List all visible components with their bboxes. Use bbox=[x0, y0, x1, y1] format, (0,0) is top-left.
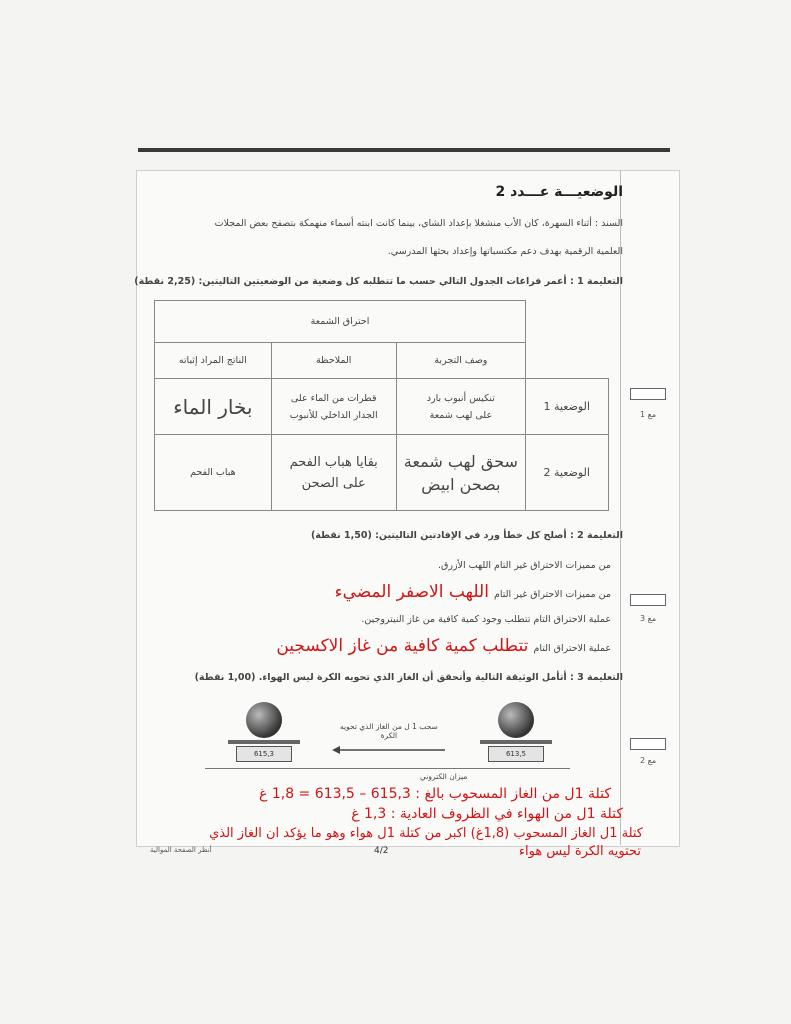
context-line-2: العلمية الرقمية بهدف دعم مكتسباتها وإعداد بحثها المدرسي. bbox=[387, 246, 623, 257]
task3-label: التعليمة 3 : أتأمل الوثيقة التالية وأتحقق أن الغاز الذي تحويه الكرة ليس الهواء. (1,00 نقطة) bbox=[194, 672, 623, 683]
table-header-main: احتراق الشمعة bbox=[155, 301, 526, 343]
task2-line-4-prefix: عملية الاحتراق التام bbox=[533, 643, 611, 654]
transfer-arrow bbox=[330, 744, 450, 756]
task2-line-2-answer: اللهب الاصفر المضيء bbox=[334, 582, 489, 602]
scale-left-plate bbox=[228, 740, 300, 744]
task2-line-2-prefix: من مميزات الاحتراق غير التام bbox=[494, 589, 611, 600]
task2-label: التعليمة 2 : أصلح كل خطأ ورد في الإفادتين التاليتين: (1,50 نقطة) bbox=[310, 530, 623, 541]
row1-result-answer: بخار الماء bbox=[155, 379, 272, 435]
scale-left-display: 615,3 bbox=[236, 746, 292, 762]
task3-answer-line-4: تحتويه الكرة ليس هواء bbox=[518, 844, 641, 859]
score-label-3: مع 3 bbox=[640, 614, 657, 623]
score-label-1: مع 1 bbox=[640, 410, 657, 419]
row1-description bbox=[396, 379, 525, 435]
task2-line-1: من مميزات الاحتراق غير التام اللهب الأزرق. bbox=[437, 560, 611, 571]
row1-observation-b: الجدار الداخلي للأنبوب bbox=[289, 409, 378, 421]
task3-answer-line-2: كتلة 1ل من الهواء في الظروف العادية : 1,3 غ bbox=[351, 806, 623, 822]
arrow-caption-b: الكرة bbox=[380, 731, 398, 740]
situation-title: الوضعيـــة عـــدد 2 bbox=[495, 184, 623, 200]
scale-label: ميزان الكتروني bbox=[420, 772, 468, 781]
col-result: الناتج المراد إثباته bbox=[155, 343, 272, 379]
row2-description-answer-b: بصحن ابيض bbox=[421, 474, 501, 494]
row2-label: الوضعية 2 bbox=[526, 435, 609, 511]
experiment-table bbox=[154, 300, 609, 511]
page-number: 4/2 bbox=[374, 846, 389, 856]
table-corner bbox=[526, 301, 609, 343]
task1-label: التعليمة 1 : أعمر فراغات الجدول التالي حسب ما تتطلبه كل وضعية من الوضعيتين التاليتين: (2,25 نقطة) bbox=[134, 276, 623, 287]
header-rule bbox=[138, 148, 670, 152]
score-label-2: مع 2 bbox=[640, 756, 657, 765]
row2-observation-answer bbox=[271, 435, 396, 511]
ball-right bbox=[498, 702, 534, 738]
row1-observation bbox=[271, 379, 396, 435]
score-box-3 bbox=[630, 594, 666, 606]
task3-answer-line-1: كتلة 1ل من الغاز المسحوب بالغ : 615,3 – 613,5 = 1,8 غ bbox=[259, 786, 611, 802]
task3-answer-line-3: كتلة 1ل الغاز المسحوب (1,8غ) اكبر من كتلة 1ل هواء وهو ما يؤكد ان الغاز الذي bbox=[209, 826, 643, 841]
next-page-note: أنظر الصفحة الموالية bbox=[150, 846, 212, 854]
arrow-caption bbox=[340, 722, 438, 740]
row1-description-b: على لهب شمعة bbox=[429, 409, 493, 421]
score-box-2 bbox=[630, 738, 666, 750]
col-observation: الملاحظة bbox=[271, 343, 396, 379]
row2-description-answer-a: سحق لهب شمعة bbox=[403, 451, 518, 471]
scale-right-plate bbox=[480, 740, 552, 744]
row1-observation-a: قطرات من الماء على bbox=[290, 392, 377, 404]
table-corner-2 bbox=[526, 343, 609, 379]
task2-line-2 bbox=[335, 582, 611, 602]
task2-line-4-answer: تتطلب كمية كافية من غاز الاكسجين bbox=[276, 636, 529, 656]
ball-left bbox=[246, 702, 282, 738]
col-description: وصف التجربة bbox=[396, 343, 525, 379]
task2-line-4 bbox=[276, 636, 611, 656]
context-line-1: السند : أثناء السهرة، كان الأب منشغلا بإعداد الشاي، بينما كانت ابنته أسماء منهمكة بتصفح بعض المجلات bbox=[214, 218, 623, 229]
task2-line-3: عملية الاحتراق التام تتطلب وجود كمية كافية من غاز النيتروجين. bbox=[361, 614, 611, 625]
row2-observation-answer-a: بقايا هباب الفحم bbox=[289, 454, 378, 470]
arrow-caption-a: سحب 1 ل من الغاز الذي تحويه bbox=[340, 722, 438, 731]
row2-observation-answer-b: على الصحن bbox=[301, 475, 366, 491]
row2-result: هباب الفحم bbox=[155, 435, 272, 511]
row2-description-answer bbox=[396, 435, 525, 511]
figure-ground-line bbox=[205, 768, 570, 769]
row1-description-a: تنكيس أنبوب بارد bbox=[426, 392, 495, 404]
scale-right-display: 613,5 bbox=[488, 746, 544, 762]
score-box-1 bbox=[630, 388, 666, 400]
row1-label: الوضعية 1 bbox=[526, 379, 609, 435]
